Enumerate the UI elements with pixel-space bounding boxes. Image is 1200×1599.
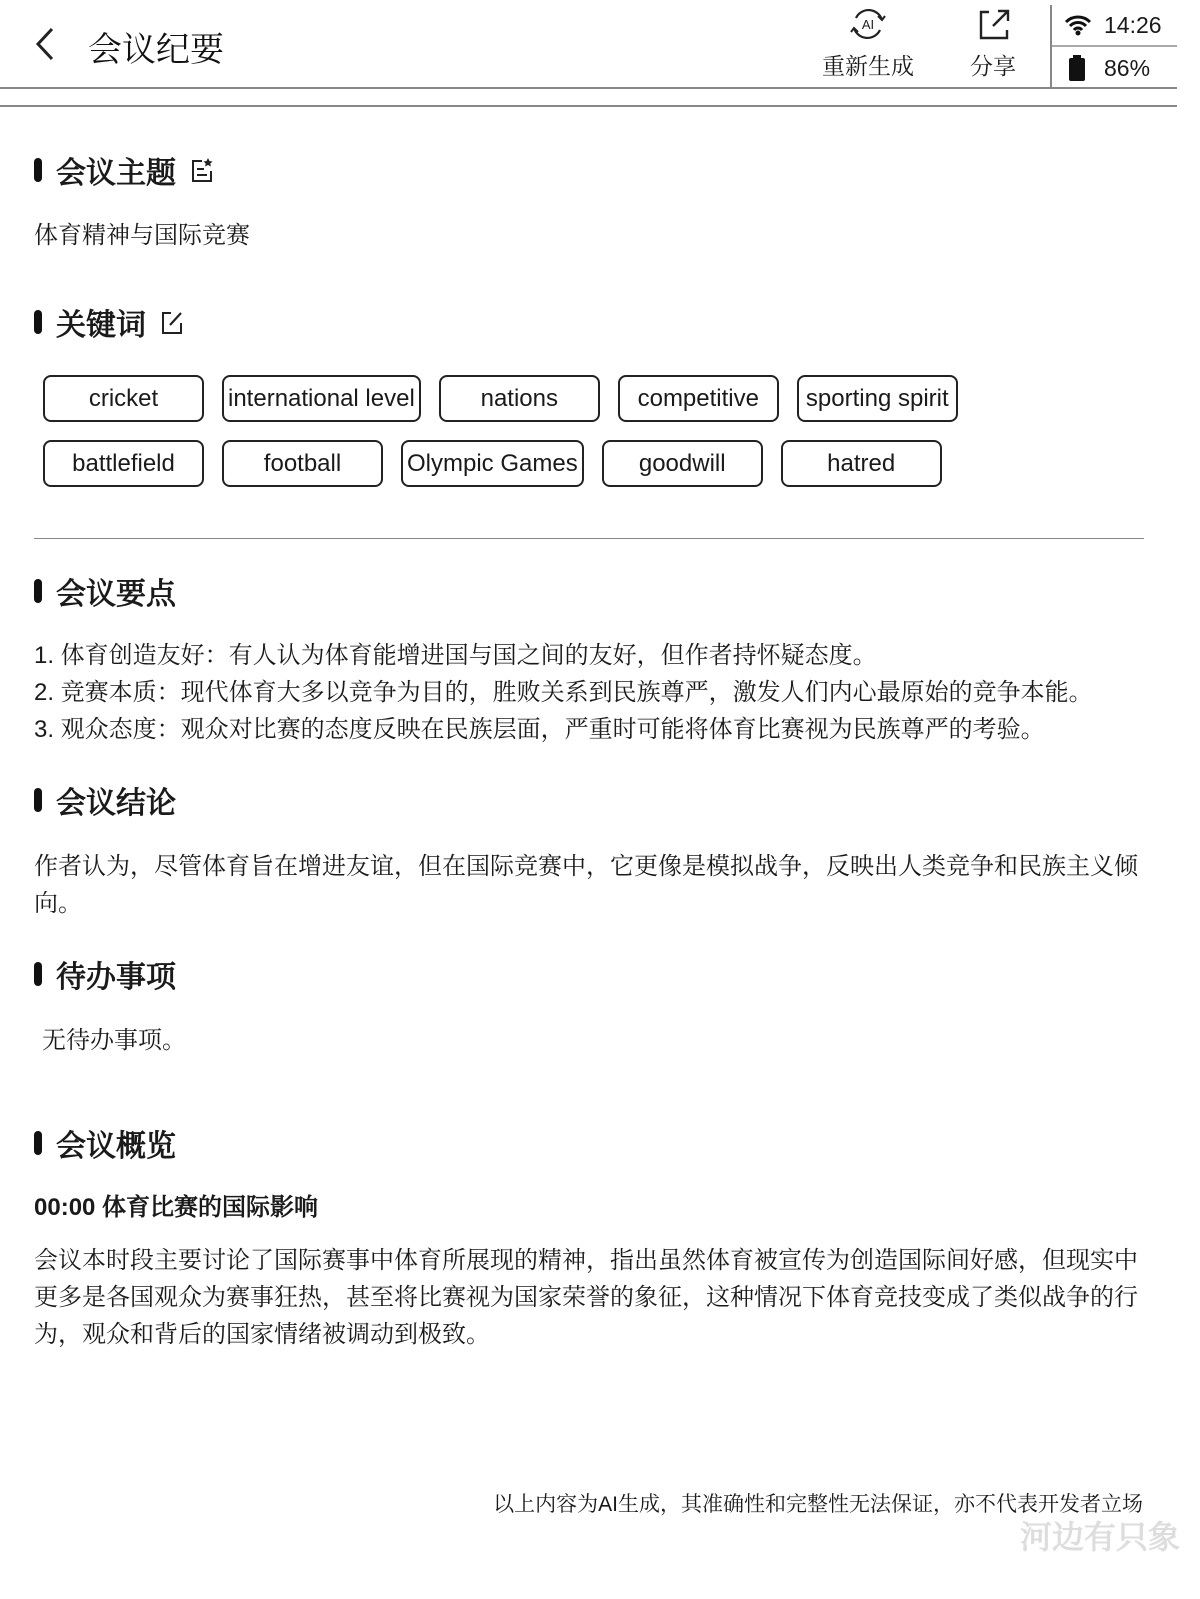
battery-icon	[1064, 54, 1092, 82]
ai-disclaimer: 以上内容为AI生成，其准确性和完整性无法保证，亦不代表开发者立场	[493, 1493, 1143, 1516]
back-button[interactable]	[30, 24, 60, 64]
regenerate-label: 重新生成	[822, 53, 914, 79]
clock: 14:26	[1104, 11, 1162, 38]
regenerate-button[interactable]	[822, 4, 914, 81]
point-item: 1. 体育创造友好：有人认为体育能增进国与国之间的友好，但作者持怀疑态度。	[34, 642, 877, 669]
section-heading-todo: 待办事项	[34, 954, 1144, 994]
keyword-chip[interactable]: competitive	[618, 375, 779, 422]
share-label: 分享	[970, 53, 1016, 79]
section-heading-overview: 会议概览	[34, 1123, 1144, 1163]
edit-keywords-button[interactable]	[160, 309, 184, 335]
status-area	[1050, 5, 1177, 89]
point-item: 2. 竞赛本质：现代体育大多以竞争为目的，胜败关系到民族尊严，激发人们内心最原始的竞争本能。	[34, 679, 1093, 706]
note-star-icon	[190, 157, 214, 183]
keyword-chip[interactable]: goodwill	[602, 440, 763, 487]
section-heading-points: 会议要点	[34, 571, 1144, 611]
page-title: 会议纪要	[88, 31, 224, 69]
top-bar	[0, 0, 1177, 89]
keyword-chip[interactable]: football	[222, 440, 383, 487]
keyword-chip[interactable]: sporting spirit	[797, 375, 958, 422]
conclusion-text: 作者认为，尽管体育旨在增进友谊，但在国际竞赛中，它更像是模拟战争，反映出人类竞争和民族主义倾向。	[34, 853, 1138, 917]
todo-text: 无待办事项。	[42, 1027, 186, 1054]
point-item: 3. 观众态度：观众对比赛的态度反映在民族层面，严重时可能将体育比赛视为民族尊严的考验。	[34, 716, 1045, 743]
divider	[0, 105, 1177, 107]
svg-text:AI: AI	[861, 17, 875, 32]
keyword-chip[interactable]: hatred	[781, 440, 942, 487]
section-heading-keywords: 关键词	[34, 302, 1144, 342]
edit-topic-button[interactable]	[190, 157, 214, 183]
keyword-chip[interactable]: Olympic Games	[401, 440, 584, 487]
edit-icon	[160, 309, 184, 335]
topic-text: 体育精神与国际竞赛	[34, 222, 250, 249]
keyword-chip[interactable]: international level	[222, 375, 421, 422]
overview-segment-title: 00:00 体育比赛的国际影响	[34, 1194, 319, 1221]
watermark: 河边有只象	[1019, 1519, 1180, 1555]
keyword-chip[interactable]: cricket	[43, 375, 204, 422]
chevron-left-icon	[30, 24, 60, 64]
keyword-chip[interactable]: nations	[439, 375, 600, 422]
section-heading-conclusion: 会议结论	[34, 780, 1144, 820]
ai-refresh-icon	[848, 4, 888, 44]
section-divider	[34, 538, 1144, 539]
share-icon	[973, 4, 1013, 44]
wifi-icon	[1064, 14, 1092, 36]
battery-level: 86%	[1104, 54, 1151, 81]
keyword-list	[43, 375, 1003, 487]
overview-segment-text: 会议本时段主要讨论了国际赛事中体育所展现的精神，指出虽然体育被宣传为创造国际间好感，但现实中更多是各国观众为赛事狂热，甚至将比赛视为国家荣誉的象征，这种情况下体育竞技变成了类似战争的行为，观众和背后的国家情绪被调动到极致。	[34, 1247, 1138, 1348]
share-button[interactable]	[970, 4, 1016, 81]
section-heading-topic: 会议主题	[34, 150, 1144, 190]
keyword-chip[interactable]: battlefield	[43, 440, 204, 487]
